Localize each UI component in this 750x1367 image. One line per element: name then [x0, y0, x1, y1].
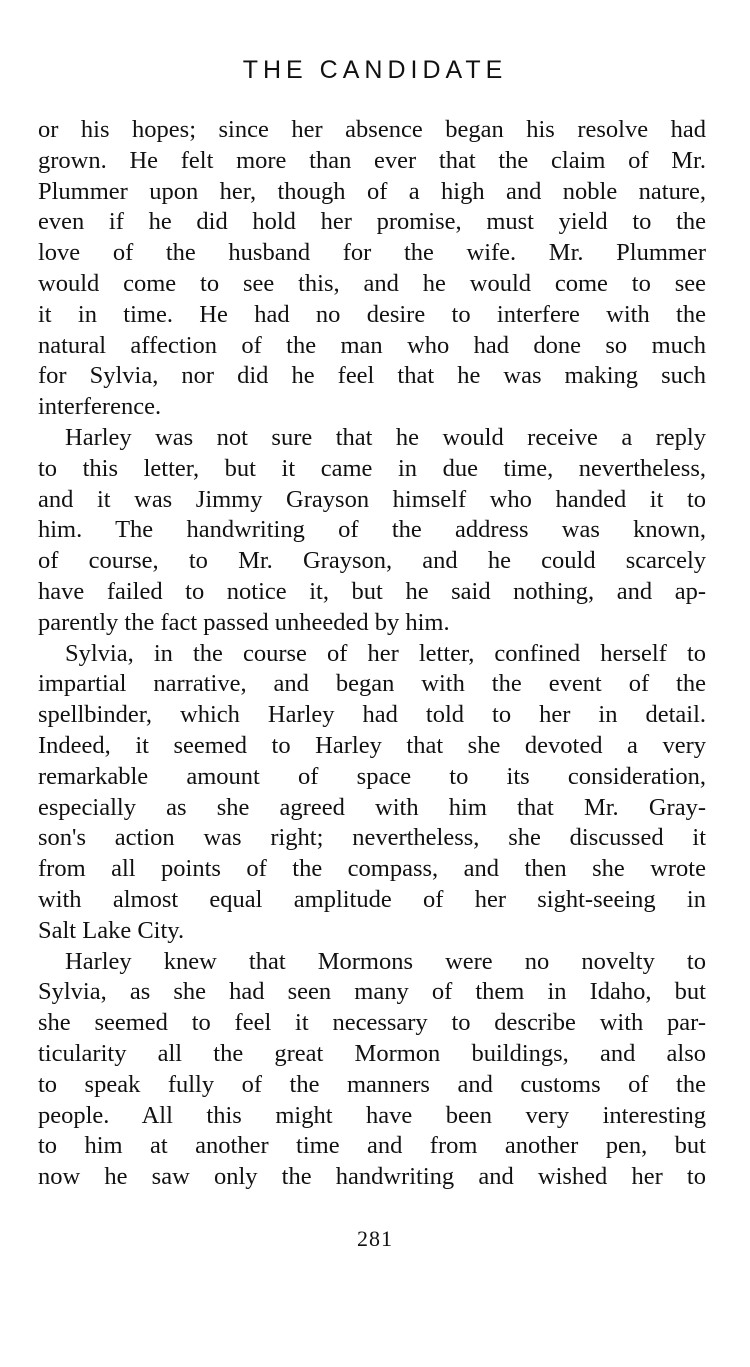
text-line: it in time. He had no desire to interfere with the — [38, 300, 706, 328]
text-line: him. The handwriting of the address was known, — [38, 516, 706, 544]
text-line: ticularity all the great Mormon buildings, and also — [38, 1039, 706, 1067]
text-line: now he saw only the handwriting and wished her to — [38, 1163, 706, 1191]
text-line: and it was Jimmy Grayson himself who handed it to — [38, 485, 706, 513]
text-line: love of the husband for the wife. Mr. Plummer — [38, 239, 706, 267]
text-line: Salt Lake City. — [38, 916, 185, 944]
text-line: Sylvia, as she had seen many of them in Idaho, but — [38, 978, 706, 1006]
page-number: 281 — [357, 1226, 393, 1251]
body-text — [38, 115, 706, 1193]
text-line: would come to see this, and he would come to see — [38, 269, 706, 297]
text-line: interference. — [38, 393, 162, 421]
text-line: impartial narrative, and began with the event of the — [38, 670, 706, 698]
text-line: with almost equal amplitude of her sight-seeing in — [38, 885, 706, 913]
text-line: of course, to Mr. Grayson, and he could scarcely — [38, 547, 706, 575]
text-line: Sylvia, in the course of her letter, confined herself to — [65, 639, 706, 667]
text-line: for Sylvia, nor did he feel that he was making such — [38, 362, 706, 390]
text-line: to him at another time and from another pen, but — [38, 1132, 706, 1160]
text-line: Harley knew that Mormons were no novelty to — [65, 947, 706, 975]
text-line: parently the fact passed unheeded by him. — [38, 608, 450, 636]
text-line: natural affection of the man who had done so much — [38, 331, 706, 359]
text-line: people. All this might have been very interesting — [38, 1101, 706, 1129]
paragraph — [38, 639, 706, 947]
text-line: Indeed, it seemed to Harley that she devoted a very — [38, 731, 706, 759]
text-line: Plummer upon her, though of a high and noble nature, — [38, 177, 706, 205]
text-line: to speak fully of the manners and customs of the — [38, 1070, 706, 1098]
text-line: remarkable amount of space to its consideration, — [38, 762, 706, 790]
text-line: from all points of the compass, and then she wrote — [38, 855, 706, 883]
text-line: son's action was right; nevertheless, she discussed it — [38, 824, 706, 852]
text-line: have failed to notice it, but he said nothing, and ap- — [38, 577, 706, 605]
text-line: Harley was not sure that he would receive a reply — [65, 423, 706, 451]
text-line: or his hopes; since her absence began his resolve had — [38, 116, 706, 143]
paragraph — [38, 115, 706, 423]
running-title: THE CANDIDATE — [242, 56, 508, 84]
text-line: especially as she agreed with him that Mr. Gray- — [38, 793, 706, 821]
paragraph — [38, 947, 706, 1193]
paragraph — [38, 423, 706, 639]
text-line: grown. He felt more than ever that the claim of Mr. — [38, 146, 706, 174]
text-line: spellbinder, which Harley had told to her in detail. — [38, 701, 706, 729]
text-line: even if he did hold her promise, must yield to the — [38, 208, 706, 236]
text-line: to this letter, but it came in due time, nevertheless, — [38, 454, 706, 482]
text-line: she seemed to feel it necessary to describe with par- — [38, 1009, 706, 1037]
